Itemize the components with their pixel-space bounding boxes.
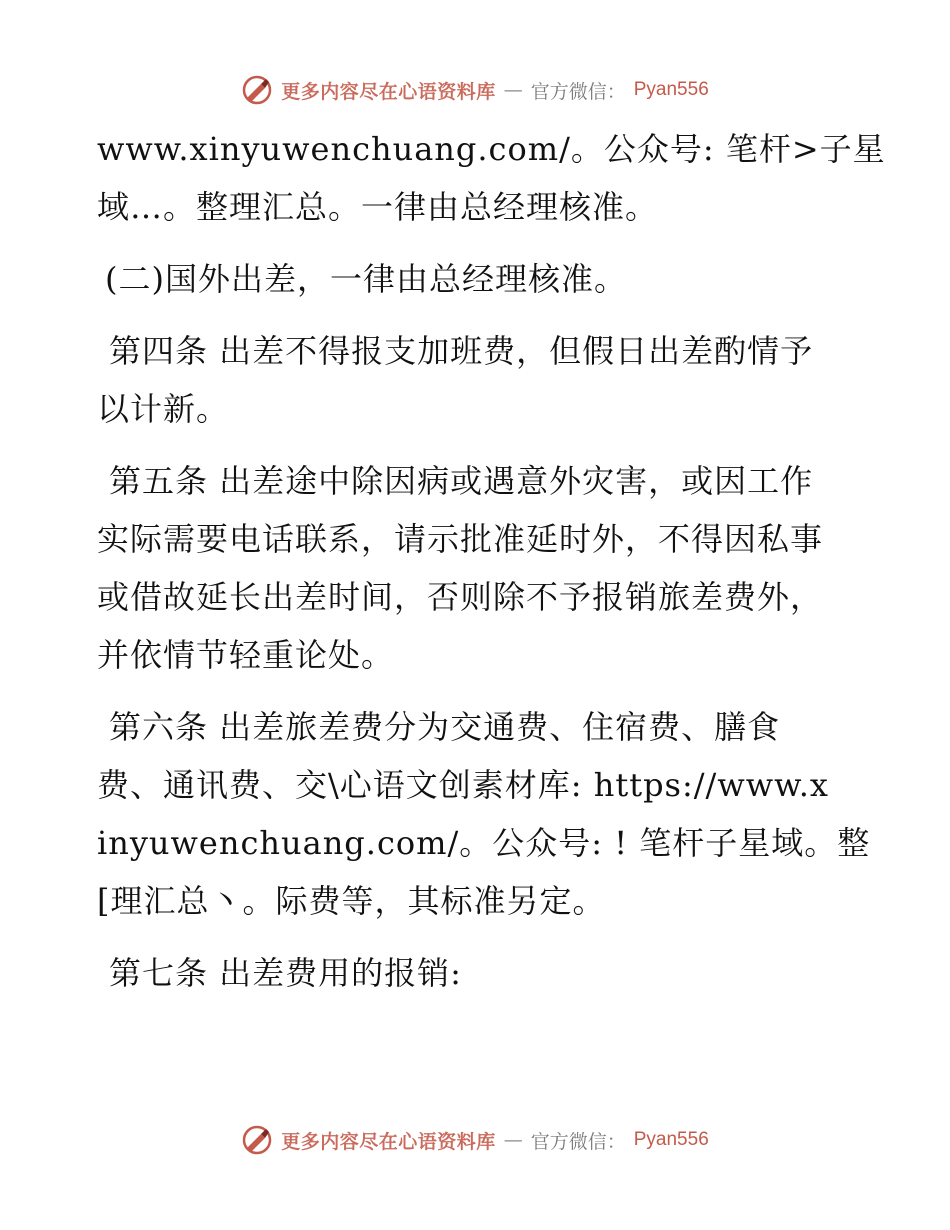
- watermark-dash: —: [503, 1129, 523, 1151]
- paragraph: [97, 944, 857, 1002]
- watermark-main-text: 更多内容尽在心语资料库: [281, 80, 496, 103]
- text-line: 实际需要电话联系，请示批准延时外，不得因私事: [97, 520, 824, 558]
- paragraph: [97, 452, 857, 684]
- text-line: 第七条 出差费用的报销:: [109, 954, 462, 992]
- text-line: 或借故延长出差时间，否则除不予报销旅差费外，: [97, 578, 824, 616]
- pen-logo-icon: [241, 1124, 273, 1156]
- paragraph: [97, 698, 871, 930]
- text-line: 第六条 出差旅差费分为交通费、住宿费、膳食: [109, 708, 781, 746]
- watermark-wechat-id: Pyan556: [633, 1129, 709, 1150]
- footer-watermark: [0, 1120, 950, 1160]
- pen-logo-icon: [241, 74, 273, 106]
- text-line: 费、通讯费、交\心语文创素材库: https://www.x: [97, 766, 829, 804]
- paragraph: [97, 120, 886, 236]
- watermark-wechat-id: Pyan556: [633, 79, 709, 100]
- text-line: 第五条 出差途中除因病或遇意外灾害，或因工作: [109, 462, 814, 500]
- text-line: 并依情节轻重论处。: [97, 636, 395, 674]
- text-line: 域…。整理汇总。一律由总经理核准。: [97, 188, 659, 226]
- text-line: www.xinyuwenchuang.com/。公众号: 笔杆>子星: [97, 130, 886, 168]
- header-watermark: [0, 70, 950, 110]
- document-body: [97, 120, 886, 1002]
- paragraph: [97, 250, 857, 308]
- text-line: 第四条 出差不得报支加班费，但假日出差酌情予: [109, 332, 814, 370]
- watermark-sub-text: 官方微信：: [530, 1130, 626, 1153]
- text-line: [理汇总丶。际费等，其标准另定。: [97, 882, 606, 920]
- text-line: inyuwenchuang.com/。公众号: ! 笔杆子星域。整: [97, 824, 871, 862]
- watermark-sub-text: 官方微信：: [530, 80, 626, 103]
- paragraph: [97, 322, 857, 438]
- text-line: (二)国外出差，一律由总经理核准。: [105, 260, 627, 298]
- text-line: 以计新。: [97, 390, 230, 428]
- watermark-main-text: 更多内容尽在心语资料库: [281, 1130, 496, 1153]
- watermark-dash: —: [503, 79, 523, 101]
